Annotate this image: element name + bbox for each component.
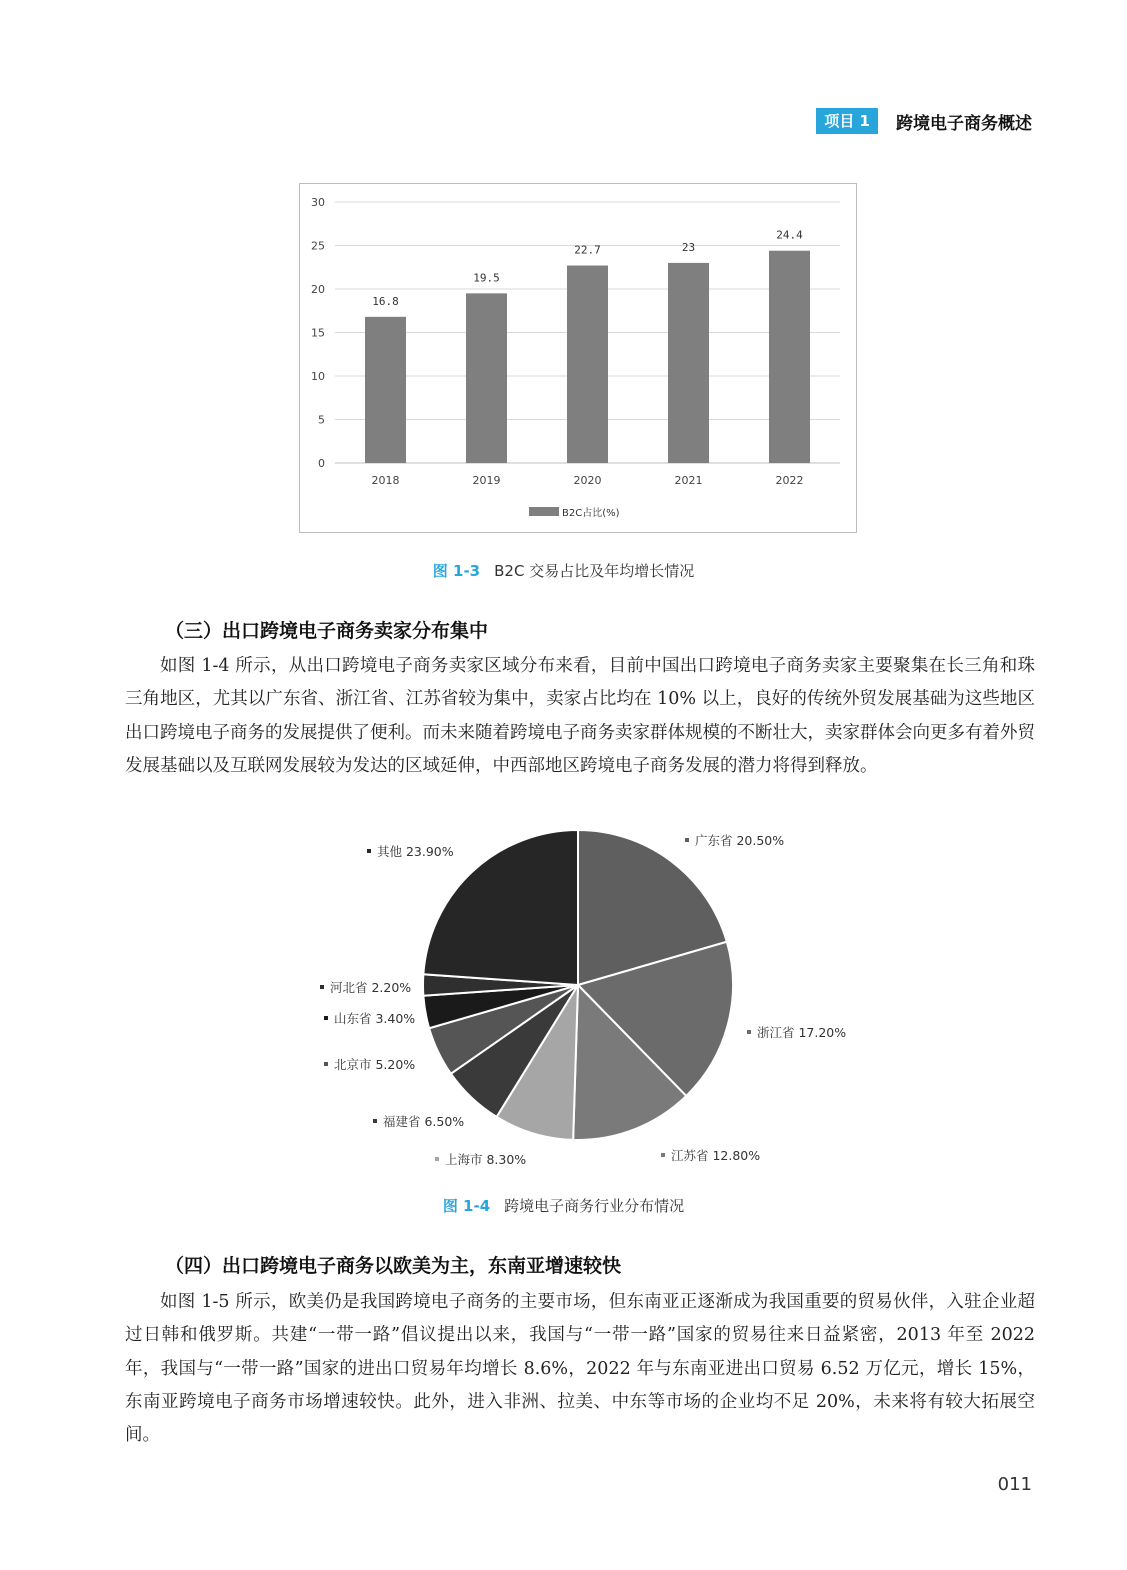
x-tick-label: 2022 — [775, 474, 804, 487]
data-label: 19.5 — [473, 271, 500, 285]
legend-marker — [324, 1016, 328, 1020]
y-tick-label: 25 — [311, 239, 325, 253]
legend-marker — [320, 985, 324, 989]
legend-marker — [747, 1030, 751, 1034]
slice-label: 福建省 6.50% — [383, 1114, 465, 1129]
x-tick-label: 2020 — [573, 474, 602, 487]
figure-number: 图 1-4 — [442, 1197, 491, 1215]
bar — [567, 266, 608, 463]
bar — [466, 293, 507, 463]
bar — [668, 263, 709, 463]
project-tag: 项目 1 — [816, 108, 878, 134]
slice-label: 江苏省 12.80% — [671, 1148, 761, 1163]
legend-marker — [367, 849, 371, 853]
y-tick-label: 20 — [311, 283, 325, 296]
slice-label: 上海市 8.30% — [445, 1152, 527, 1167]
data-label: 23 — [681, 240, 696, 254]
data-label: 16.8 — [372, 294, 399, 308]
y-tick-label: 0 — [318, 457, 325, 470]
figure-caption-1-3 — [0, 560, 1127, 581]
y-tick-label: 5 — [318, 413, 325, 427]
legend-marker — [661, 1153, 665, 1157]
bar-chart-frame — [299, 183, 857, 533]
running-header — [816, 108, 1032, 134]
y-tick-label: 30 — [311, 196, 325, 209]
y-tick-label: 10 — [311, 370, 325, 383]
section-3-paragraph: 如图 1-4 所示，从出口跨境电子商务卖家区域分布来看，目前中国出口跨境电子商务卖家主要聚集在长三角和珠三角地区，尤其以广东省、浙江省、江苏省较为集中，卖家占比均在 10% 以上，良好的传统外贸发展基础为这些地区出口跨境电子商务的发展提供了便利。而未来随着跨境电子商务卖家群体规模的不断壮大，卖家群体会向更多有着外贸发展基础以及互联网发展较为发达的区域延伸，中西部地区跨境电子商务发展的潜力将得到释放。 — [125, 656, 1035, 776]
section-heading-4: （四）出口跨境电子商务以欧美为主，东南亚增速较快 — [165, 1255, 622, 1277]
slice-label: 浙江省 17.20% — [757, 1025, 847, 1040]
data-label: 24.4 — [776, 228, 803, 242]
figure-caption-text: B2C 交易占比及年均增长情况 — [494, 562, 695, 580]
section-heading-3: （三）出口跨境电子商务卖家分布集中 — [165, 620, 489, 642]
legend-marker — [373, 1119, 377, 1123]
legend-marker — [435, 1157, 439, 1161]
page-number: 011 — [997, 1474, 1032, 1495]
pie-chart — [300, 820, 860, 1180]
bar-chart — [300, 184, 856, 532]
slice-label: 河北省 2.20% — [330, 980, 412, 995]
section-4-paragraph: 如图 1-5 所示，欧美仍是我国跨境电子商务的主要市场，但东南亚正逐渐成为我国重要的贸易伙伴，入驻企业超过日韩和俄罗斯。共建“一带一路”倡议提出以来，我国与“一带一路”国家的贸易往来日益紧密，2013 年至 2022 年，我国与“一带一路”国家的进出口贸易年均增长 8.6%，2022 年与东南亚进出口贸易 6.52 万亿元，增长 15%，东南亚跨境电子商务市场增速较快。此外，进入非洲、拉美、中东等市场的企业均不足 20%，未来将有较大拓展空间。 — [125, 1292, 1035, 1446]
figure-caption-1-4 — [0, 1195, 1127, 1216]
bar — [769, 251, 810, 463]
chapter-title: 跨境电子商务概述 — [896, 113, 1032, 134]
x-tick-label: 2021 — [674, 474, 703, 487]
y-tick-label: 15 — [311, 326, 325, 340]
figure-number: 图 1-3 — [432, 562, 481, 580]
data-label: 22.7 — [574, 243, 601, 257]
slice-label: 山东省 3.40% — [334, 1011, 416, 1026]
slice-label: 广东省 20.50% — [695, 833, 785, 848]
legend-swatch — [529, 507, 559, 516]
slice-label: 其他 23.90% — [377, 844, 454, 859]
bar — [365, 317, 406, 463]
x-tick-label: 2019 — [472, 474, 501, 487]
x-tick-label: 2018 — [371, 474, 400, 487]
legend-marker — [324, 1062, 328, 1066]
legend-label: B2C占比(%) — [562, 508, 620, 519]
slice-label: 北京市 5.20% — [334, 1057, 416, 1072]
pie-chart-area — [300, 820, 860, 1180]
legend-marker — [685, 838, 689, 842]
figure-caption-text: 跨境电子商务行业分布情况 — [504, 1197, 685, 1215]
